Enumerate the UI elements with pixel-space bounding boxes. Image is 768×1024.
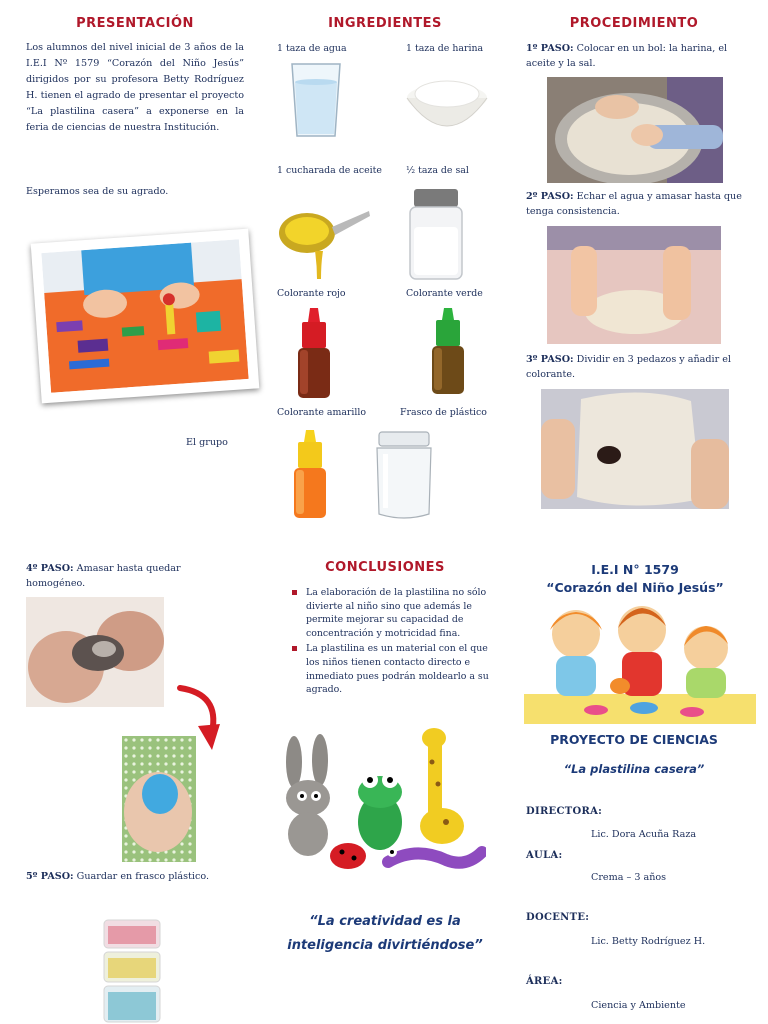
teacher-value: Lic. Betty Rodríguez H. [591, 936, 706, 947]
presentation-signature: El grupo [186, 437, 228, 448]
procedure-step-2 [526, 189, 748, 219]
procedure-step-2-text: Echar el agua y amasar hasta que tenga consistencia. [526, 191, 742, 217]
quote-line-2: inteligencia divirtiéndose” [287, 938, 483, 953]
step-1-photo [547, 77, 723, 183]
procedure-heading: PROCEDIMIENTO [569, 16, 699, 31]
yellow-dye-bottle-image [292, 430, 328, 520]
presentation-paragraph: Los alumnos del nivel inicial de 3 años de la I.E.I Nº 1579 “Corazón del Niño Jesús” dirigidos por su profesora Betty Rodríguez H. tienen el agrado de presentar el proyecto “La plastilina casera” a exponerse en la feria de ciencias de nuestra Institución. [26, 42, 244, 133]
ingredients-heading: INGREDIENTES [328, 16, 442, 31]
procedure-step-1-title: 1º PASO: [526, 43, 574, 54]
ingredient-water-label: 1 taza de agua [277, 43, 347, 54]
plastic-jar-image [375, 430, 433, 520]
children-illustration [524, 600, 756, 724]
clay-animals-image [276, 722, 486, 878]
conclusions-list [288, 586, 498, 699]
area-label: ÁREA: [526, 976, 563, 987]
procedure-step-5 [26, 869, 246, 884]
step-5-photo [122, 736, 196, 862]
green-dye-bottle-image [430, 308, 466, 396]
classroom-value: Crema – 3 años [591, 872, 667, 883]
classroom-label: AULA: [526, 850, 563, 861]
children-playing-photo [31, 229, 260, 404]
ingredient-oil-label: 1 cucharada de aceite [277, 165, 382, 176]
step-2-photo [547, 226, 721, 344]
conclusions-heading: CONCLUSIONES [325, 560, 445, 575]
procedure-step-3-text: Dividir en 3 pedazos y añadir el colorante. [526, 354, 731, 380]
ingredient-yellow-dye-label: Colorante amarillo [277, 407, 367, 418]
procedure-step-4-title: 4º PASO: [26, 563, 74, 574]
children-playing-photo-image [41, 239, 248, 392]
director-value: Lic. Dora Acuña Raza [591, 829, 697, 840]
area-value: Ciencia y Ambiente [591, 1000, 686, 1011]
ingredient-red-dye-label: Colorante rojo [277, 288, 346, 299]
school-name-line-2: “Corazón del Niño Jesús” [546, 580, 724, 595]
procedure-step-5-text: Guardar en frasco plástico. [76, 871, 210, 882]
procedure-step-3 [526, 352, 748, 382]
conclusion-item: La elaboración de la plastilina no sólo divierte al niño sino que además le permite mejorar su capacidad de concentración y motricidad fina. [288, 586, 498, 640]
red-dye-bottle-image [296, 308, 332, 400]
salt-shaker-image [408, 187, 464, 281]
presentation-heading: PRESENTACIÓN [76, 16, 194, 31]
oil-spoon-image [277, 205, 371, 281]
procedure-step-2-title: 2º PASO: [526, 191, 574, 202]
ingredient-plastic-jar-label: Frasco de plástico [400, 407, 487, 418]
quote-line-1: “La creatividad es la [309, 914, 461, 929]
procedure-step-3-title: 3º PASO: [526, 354, 574, 365]
water-glass-image [290, 62, 342, 138]
procedure-step-4 [26, 561, 226, 591]
procedure-step-4-text: Amasar hasta quedar homogéneo. [26, 563, 181, 589]
step-4-photo [26, 597, 164, 707]
school-name-line-1: I.E.I N° 1579 [591, 562, 679, 577]
ingredient-flour-label: 1 taza de harina [406, 43, 484, 54]
procedure-step-5-title: 5º PASO: [26, 871, 74, 882]
teacher-label: DOCENTE: [526, 912, 590, 923]
stacked-containers-photo [100, 912, 164, 1024]
director-label: DIRECTORA: [526, 806, 603, 817]
procedure-step-1-text: Colocar en un bol: la harina, el aceite y la sal. [526, 43, 728, 69]
project-title: PROYECTO DE CIENCIAS [550, 732, 718, 747]
ingredient-green-dye-label: Colorante verde [406, 288, 483, 299]
flour-bowl-image [404, 72, 490, 136]
step-3-photo [541, 389, 729, 509]
ingredient-salt-label: ½ taza de sal [406, 165, 469, 176]
procedure-step-1 [526, 41, 746, 71]
project-subtitle: “La plastilina casera” [563, 762, 705, 776]
presentation-closing: Esperamos sea de su agrado. [26, 186, 169, 197]
conclusion-item: La plastilina es un material con el que los niños tienen contacto directo e inmediato pues podrán moldearlo a su agrado. [288, 642, 498, 696]
